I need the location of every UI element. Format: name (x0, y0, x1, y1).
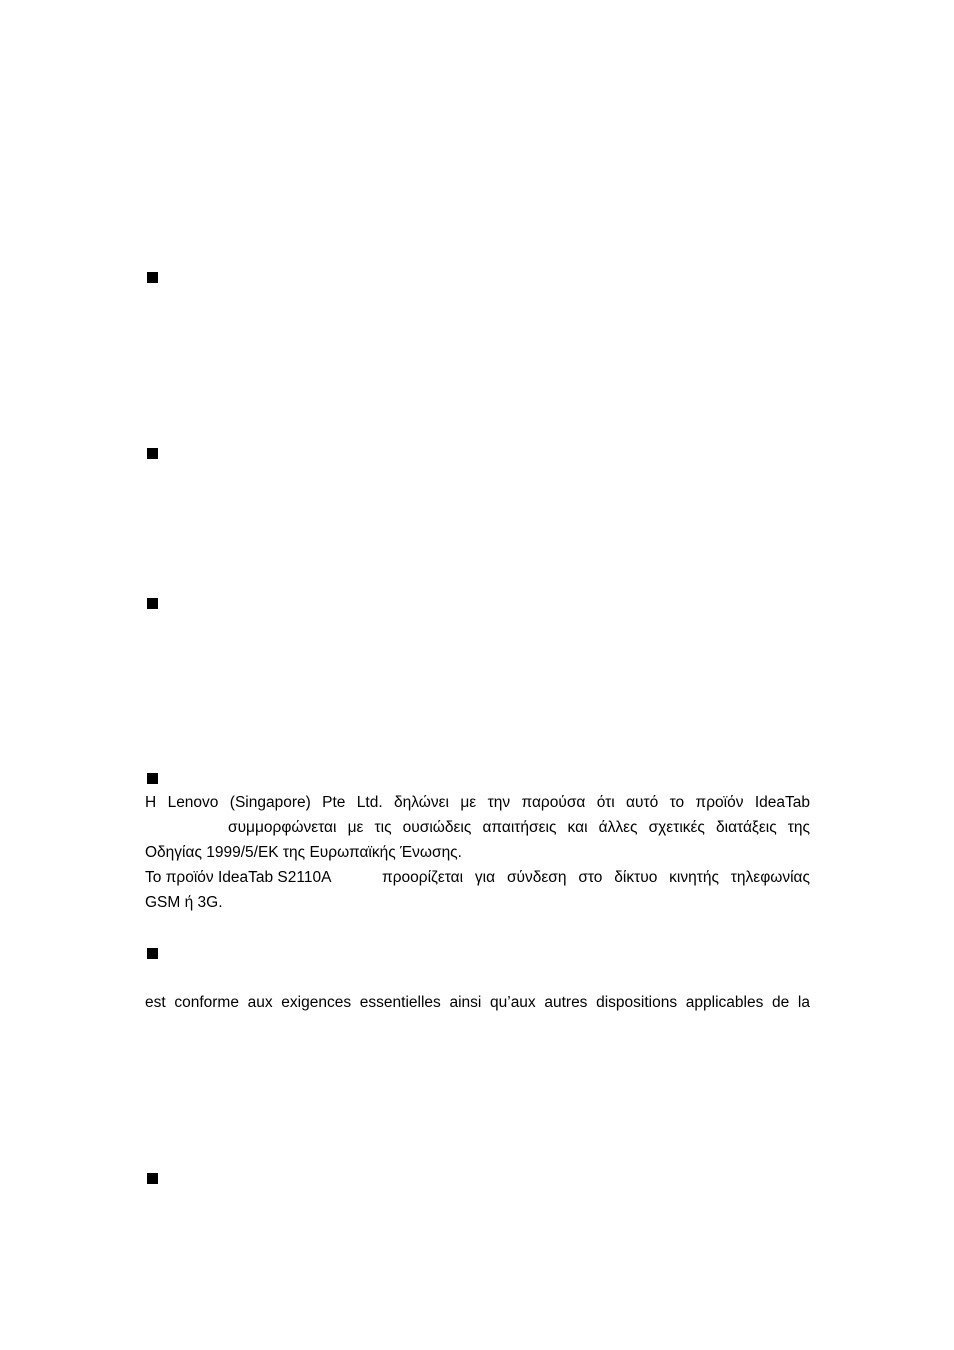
greek-declaration-line-1: Η Lenovo (Singapore) Pte Ltd. δηλώνει με την παρούσα ότι αυτό το προϊόν IdeaTab (145, 794, 810, 811)
bullet-marker-4 (147, 773, 158, 784)
greek-network-text: προορίζεται για σύνδεση στο δίκτυο κινητής τηλεφωνίας (382, 869, 810, 886)
bullet-marker-5 (147, 948, 158, 959)
bullet-marker-1 (147, 272, 158, 283)
bullet-marker-2 (147, 448, 158, 459)
french-declaration-line-1: est conforme aux exigences essentielles ainsi qu’aux autres dispositions applicables de la (145, 994, 810, 1011)
bullet-marker-3 (147, 598, 158, 609)
greek-declaration-line-3: Οδηγίας 1999/5/ΕΚ της Ευρωπαϊκής Ένωσης. (145, 844, 462, 861)
greek-declaration-line-4 (145, 869, 810, 887)
bullet-marker-6 (147, 1173, 158, 1184)
greek-declaration-line-2: συμμορφώνεται με τις ουσιώδεις απαιτήσεις και άλλες σχετικές διατάξεις της (228, 819, 810, 836)
greek-declaration-line-5: GSM ή 3G. (145, 894, 223, 911)
greek-product-name: Το προϊόν IdeaTab S2110A (145, 869, 332, 886)
